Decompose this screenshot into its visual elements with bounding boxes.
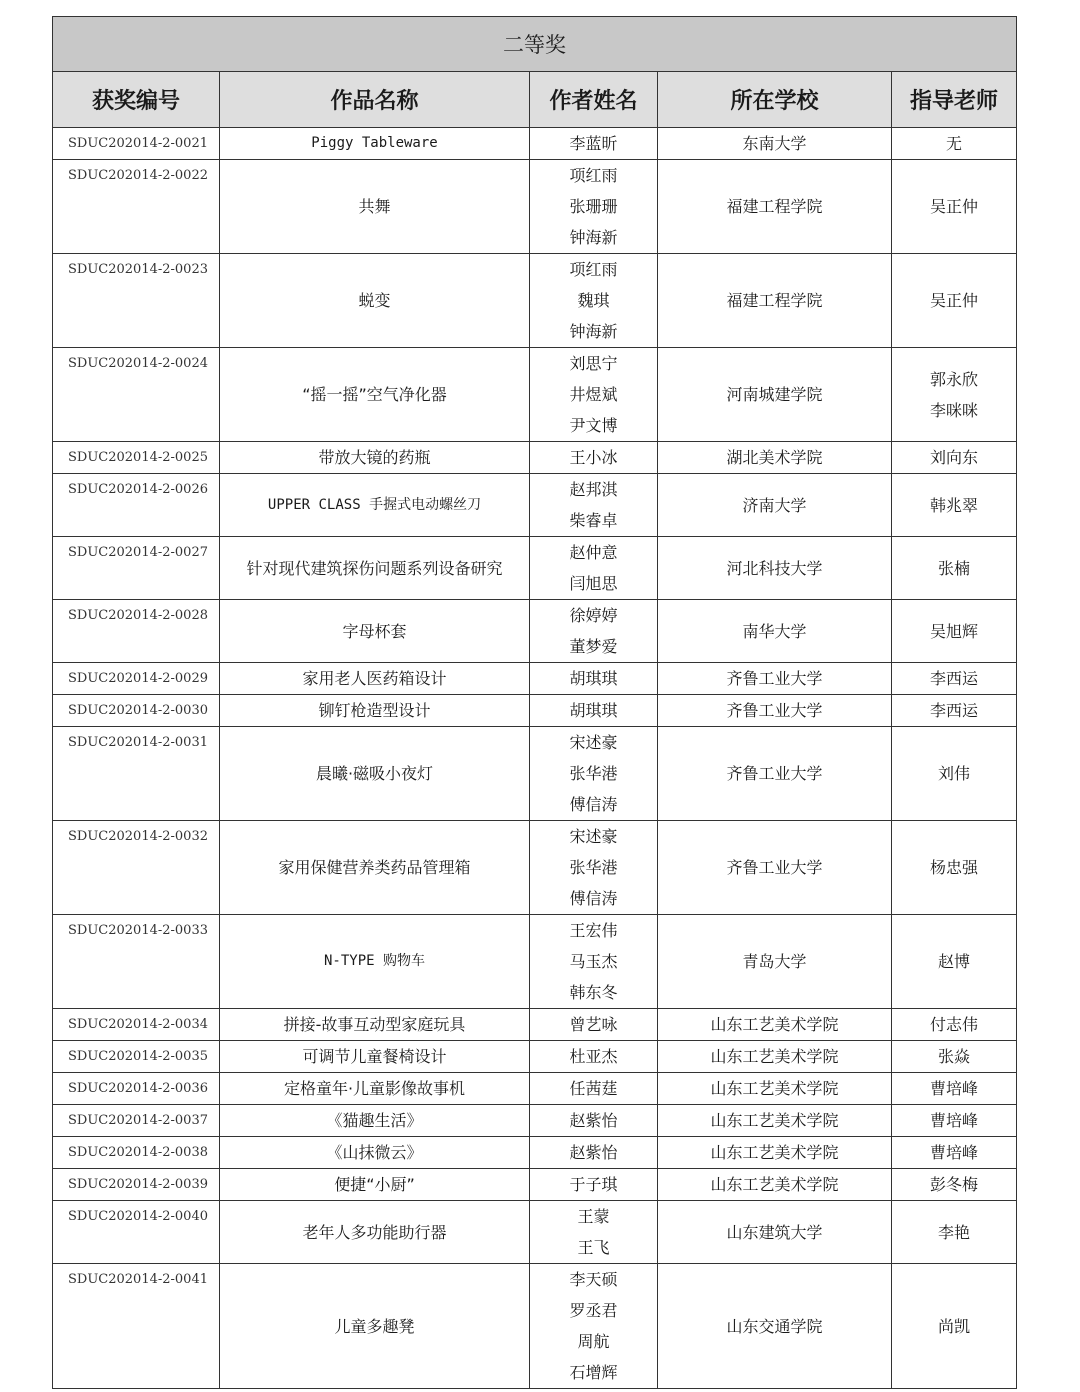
advisor-name: 吴正仲 [930, 291, 979, 310]
advisor-name: 曹培峰 [930, 1079, 979, 1098]
author-names-cell [530, 1137, 658, 1169]
author-name: 马玉杰 [569, 952, 618, 971]
school-cell: 河南城建学院 [658, 348, 892, 442]
author-names-cell [530, 1041, 658, 1073]
school-cell: 齐鲁工业大学 [658, 727, 892, 821]
author-name: 王蒙 [577, 1207, 610, 1226]
award-id-cell: SDUC202014-2-0022 [53, 160, 220, 254]
school-cell: 东南大学 [658, 128, 892, 160]
author-name: 王小冰 [569, 448, 618, 467]
school-cell: 山东工艺美术学院 [658, 1169, 892, 1201]
school-cell: 山东工艺美术学院 [658, 1009, 892, 1041]
work-name-cell: 便捷“小厨” [220, 1169, 530, 1201]
author-name: 井煜斌 [569, 385, 618, 404]
school-cell: 齐鲁工业大学 [658, 663, 892, 695]
award-id-cell: SDUC202014-2-0037 [53, 1105, 220, 1137]
advisor-cell [892, 160, 1017, 254]
school-cell: 山东交通学院 [658, 1264, 892, 1389]
author-name: 赵邦淇 [569, 480, 618, 499]
award-id-cell: SDUC202014-2-0031 [53, 727, 220, 821]
advisor-cell [892, 128, 1017, 160]
author-name: 韩东冬 [569, 983, 618, 1002]
advisor-name: 李艳 [938, 1222, 971, 1242]
school-cell: 湖北美术学院 [658, 442, 892, 474]
author-name: 钟海新 [569, 322, 618, 341]
advisor-name: 吴旭辉 [930, 621, 979, 641]
work-name-cell: 拼接-故事互动型家庭玩具 [220, 1009, 530, 1041]
advisor-cell [892, 727, 1017, 821]
author-name: 任茜莛 [569, 1079, 618, 1098]
award-id-cell: SDUC202014-2-0032 [53, 821, 220, 915]
author-name: 胡琪琪 [569, 669, 618, 688]
author-name: 胡琪琪 [569, 701, 618, 720]
award-id-cell: SDUC202014-2-0027 [53, 537, 220, 600]
advisor-name: 尚凯 [938, 1316, 971, 1336]
work-name-cell: Piggy Tableware [220, 128, 530, 160]
title-row [53, 17, 1017, 72]
table-row [53, 727, 1017, 821]
work-name-cell: 老年人多功能助行器 [220, 1201, 530, 1264]
author-name: 王宏伟 [569, 921, 618, 940]
table-row [53, 1009, 1017, 1041]
award-id-cell: SDUC202014-2-0030 [53, 695, 220, 727]
advisor-cell [892, 1201, 1017, 1264]
advisor-name: 曹培峰 [930, 1143, 979, 1162]
work-name-cell: 蜕变 [220, 254, 530, 348]
author-names-cell [530, 254, 658, 348]
author-names-cell [530, 128, 658, 160]
advisor-name: 赵博 [938, 952, 971, 971]
school-cell: 河北科技大学 [658, 537, 892, 600]
table-row [53, 474, 1017, 537]
author-names-cell [530, 821, 658, 915]
award-id-cell: SDUC202014-2-0038 [53, 1137, 220, 1169]
author-name: 张华港 [569, 764, 618, 783]
author-name: 曾艺咏 [569, 1015, 618, 1034]
advisor-cell [892, 1009, 1017, 1041]
header-award-id: 获奖编号 [53, 72, 220, 128]
work-name-cell: 定格童年·儿童影像故事机 [220, 1073, 530, 1105]
advisor-cell [892, 1137, 1017, 1169]
author-name: 尹文博 [569, 416, 618, 435]
author-name: 赵仲意 [569, 543, 618, 562]
author-names-cell [530, 663, 658, 695]
award-table [52, 16, 1017, 1389]
work-name-cell: 家用保健营养类药品管理箱 [220, 821, 530, 915]
advisor-cell [892, 1264, 1017, 1389]
author-names-cell [530, 915, 658, 1009]
advisor-cell [892, 537, 1017, 600]
author-names-cell [530, 442, 658, 474]
work-name-cell: 《猫趣生活》 [220, 1105, 530, 1137]
author-names-cell [530, 1009, 658, 1041]
award-id-cell: SDUC202014-2-0024 [53, 348, 220, 442]
author-name: 于子琪 [569, 1175, 618, 1194]
work-name-cell: N-TYPE 购物车 [220, 915, 530, 1009]
table-row [53, 1169, 1017, 1201]
work-name-cell: UPPER CLASS 手握式电动螺丝刀 [220, 474, 530, 537]
header-work-name: 作品名称 [220, 72, 530, 128]
work-name-cell: 铆钉枪造型设计 [220, 695, 530, 727]
author-names-cell [530, 1073, 658, 1105]
award-id-cell: SDUC202014-2-0035 [53, 1041, 220, 1073]
advisor-name: 杨忠强 [930, 858, 979, 877]
advisor-cell [892, 1169, 1017, 1201]
work-name-cell: 晨曦·磁吸小夜灯 [220, 727, 530, 821]
author-name: 宋述豪 [569, 827, 618, 846]
table-body [53, 128, 1017, 1389]
award-id-cell: SDUC202014-2-0039 [53, 1169, 220, 1201]
author-names-cell [530, 474, 658, 537]
school-cell: 山东建筑大学 [658, 1201, 892, 1264]
advisor-name: 李西运 [930, 669, 979, 688]
work-name-cell: 带放大镜的药瓶 [220, 442, 530, 474]
author-name: 石增辉 [569, 1363, 618, 1382]
advisor-name: 刘伟 [938, 764, 971, 783]
table-row [53, 600, 1017, 663]
advisor-name: 张楠 [938, 558, 971, 578]
advisor-name: 李咪咪 [930, 400, 979, 420]
author-name: 张珊珊 [569, 197, 618, 216]
award-id-cell: SDUC202014-2-0040 [53, 1201, 220, 1264]
advisor-name: 曹培峰 [930, 1111, 979, 1130]
advisor-cell [892, 1073, 1017, 1105]
author-name: 项红雨 [569, 260, 618, 279]
award-id-cell: SDUC202014-2-0029 [53, 663, 220, 695]
header-advisor: 指导老师 [892, 72, 1017, 128]
advisor-name: 郭永欣 [930, 369, 979, 389]
school-cell: 济南大学 [658, 474, 892, 537]
table-row [53, 821, 1017, 915]
advisor-cell [892, 663, 1017, 695]
table-row [53, 537, 1017, 600]
author-names-cell [530, 537, 658, 600]
author-name: 杜亚杰 [569, 1047, 618, 1066]
award-id-cell: SDUC202014-2-0025 [53, 442, 220, 474]
table-row [53, 442, 1017, 474]
table-row [53, 1137, 1017, 1169]
author-name: 王飞 [577, 1238, 610, 1257]
school-cell: 青岛大学 [658, 915, 892, 1009]
author-name: 项红雨 [569, 166, 618, 185]
author-names-cell [530, 160, 658, 254]
table-row [53, 1073, 1017, 1105]
award-id-cell: SDUC202014-2-0034 [53, 1009, 220, 1041]
work-name-cell: 儿童多趣凳 [220, 1264, 530, 1389]
author-names-cell [530, 348, 658, 442]
advisor-name: 付志伟 [930, 1015, 979, 1034]
advisor-cell [892, 915, 1017, 1009]
author-name: 宋述豪 [569, 733, 618, 752]
author-name: 罗丞君 [569, 1301, 618, 1320]
award-id-cell: SDUC202014-2-0028 [53, 600, 220, 663]
school-cell: 南华大学 [658, 600, 892, 663]
advisor-name: 刘向东 [930, 448, 979, 467]
author-name: 魏琪 [577, 291, 610, 310]
author-name: 李天硕 [569, 1270, 618, 1289]
table-row [53, 915, 1017, 1009]
table-row [53, 695, 1017, 727]
author-name: 傅信涛 [569, 795, 618, 814]
work-name-cell: 针对现代建筑探伤问题系列设备研究 [220, 537, 530, 600]
work-name-cell: 共舞 [220, 160, 530, 254]
author-name: 闫旭思 [569, 574, 618, 593]
school-cell: 福建工程学院 [658, 160, 892, 254]
author-name: 董梦爱 [569, 637, 618, 656]
work-name-cell: “摇一摇”空气净化器 [220, 348, 530, 442]
advisor-cell [892, 348, 1017, 442]
advisor-cell [892, 254, 1017, 348]
school-cell: 齐鲁工业大学 [658, 695, 892, 727]
author-name: 赵紫怡 [569, 1111, 618, 1130]
table-row [53, 160, 1017, 254]
table-row [53, 1201, 1017, 1264]
advisor-name: 吴正仲 [930, 197, 979, 216]
award-id-cell: SDUC202014-2-0041 [53, 1264, 220, 1389]
advisor-name: 李西运 [930, 701, 979, 720]
advisor-cell [892, 821, 1017, 915]
school-cell: 山东工艺美术学院 [658, 1073, 892, 1105]
award-id-cell: SDUC202014-2-0021 [53, 128, 220, 160]
advisor-cell [892, 1041, 1017, 1073]
author-names-cell [530, 1105, 658, 1137]
work-name-cell: 《山抹微云》 [220, 1137, 530, 1169]
school-cell: 山东工艺美术学院 [658, 1137, 892, 1169]
advisor-cell [892, 600, 1017, 663]
author-names-cell [530, 1264, 658, 1389]
work-name-cell: 字母杯套 [220, 600, 530, 663]
author-names-cell [530, 695, 658, 727]
table-row [53, 1041, 1017, 1073]
table-row [53, 348, 1017, 442]
author-name: 周航 [577, 1332, 610, 1351]
school-cell: 福建工程学院 [658, 254, 892, 348]
award-id-cell: SDUC202014-2-0023 [53, 254, 220, 348]
work-name-cell: 可调节儿童餐椅设计 [220, 1041, 530, 1073]
author-name: 刘思宁 [569, 354, 618, 373]
header-author-names: 作者姓名 [530, 72, 658, 128]
author-names-cell [530, 1201, 658, 1264]
advisor-cell [892, 695, 1017, 727]
table-row [53, 663, 1017, 695]
advisor-name: 彭冬梅 [930, 1175, 979, 1194]
author-name: 徐婷婷 [569, 606, 618, 625]
award-id-cell: SDUC202014-2-0033 [53, 915, 220, 1009]
table-row [53, 1264, 1017, 1389]
school-cell: 山东工艺美术学院 [658, 1105, 892, 1137]
author-names-cell [530, 1169, 658, 1201]
header-school: 所在学校 [658, 72, 892, 128]
award-id-cell: SDUC202014-2-0036 [53, 1073, 220, 1105]
author-names-cell [530, 600, 658, 663]
author-names-cell [530, 727, 658, 821]
header-row [53, 72, 1017, 128]
author-name: 李蓝昕 [569, 134, 618, 153]
school-cell: 齐鲁工业大学 [658, 821, 892, 915]
author-name: 钟海新 [569, 228, 618, 247]
table-row [53, 254, 1017, 348]
table-row [53, 128, 1017, 160]
advisor-name: 无 [946, 134, 963, 153]
author-name: 张华港 [569, 858, 618, 877]
advisor-cell [892, 442, 1017, 474]
advisor-cell [892, 1105, 1017, 1137]
school-cell: 山东工艺美术学院 [658, 1041, 892, 1073]
advisor-cell [892, 474, 1017, 537]
author-name: 柴睿卓 [569, 511, 618, 530]
table-row [53, 1105, 1017, 1137]
author-name: 赵紫怡 [569, 1143, 618, 1162]
work-name-cell: 家用老人医药箱设计 [220, 663, 530, 695]
advisor-name: 韩兆翠 [930, 495, 979, 515]
award-id-cell: SDUC202014-2-0026 [53, 474, 220, 537]
author-name: 傅信涛 [569, 889, 618, 908]
table-title: 二等奖 [53, 17, 1017, 72]
advisor-name: 张焱 [938, 1047, 971, 1066]
